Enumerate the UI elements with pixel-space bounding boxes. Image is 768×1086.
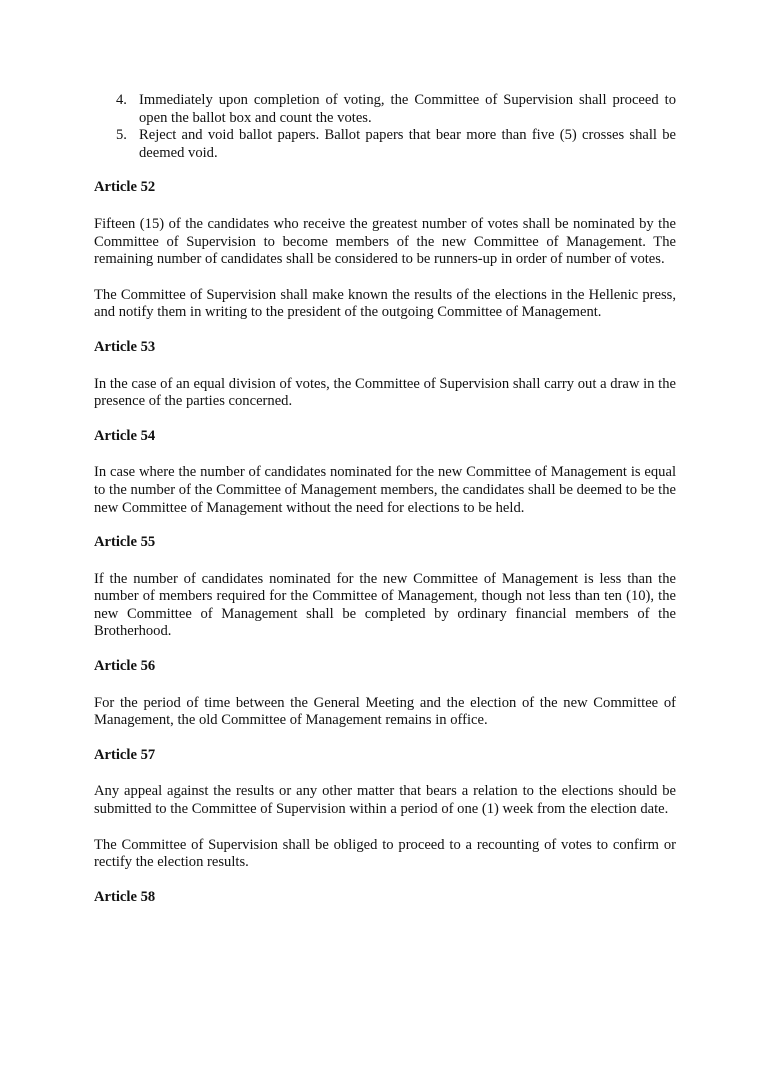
article-heading: Article 58 <box>94 888 156 905</box>
article-54 <box>94 428 676 517</box>
article-paragraph: In case where the number of candidates nominated for the new Committee of Management is equal to the number of the Committee of Management members, the candidates shall be deemed to be the new Committee of Management without the need for elections to be held. <box>94 464 676 516</box>
document-page <box>94 92 676 925</box>
article-paragraph: The Committee of Supervision shall make known the results of the elections in the Hellenic press, and notify them in writing to the president of the outgoing Committee of Management. <box>94 286 676 321</box>
list-item-number: 4. <box>116 92 127 108</box>
article-58 <box>94 889 676 907</box>
article-paragraph: Fifteen (15) of the candidates who receive the greatest number of votes shall be nominated by the Committee of Supervision to become members of the new Committee of Management. The remaining number of candidates shall be considered to be runners-up in order of number of votes. <box>94 215 676 268</box>
article-paragraph: If the number of candidates nominated for the new Committee of Management is less than the number of members required for the Committee of Management, though not less than ten (10), the new Committee of Management shall be completed by ordinary financial members of the Brotherhood. <box>94 570 676 640</box>
article-heading: Article 53 <box>94 338 156 355</box>
article-paragraph: For the period of time between the General Meeting and the election of the new Committee of Management, the old Committee of Management remains in office. <box>94 694 676 729</box>
article-53 <box>94 339 676 411</box>
numbered-list <box>94 92 676 162</box>
list-item <box>94 92 676 127</box>
article-57 <box>94 747 676 872</box>
list-item-text: Immediately upon completion of voting, the Committee of Supervision shall proceed to open the ballot box and count the votes. <box>139 92 676 126</box>
list-item-text: Reject and void ballot papers. Ballot papers that bear more than five (5) crosses shall be deemed void. <box>139 127 676 161</box>
list-item <box>94 127 676 162</box>
article-heading: Article 52 <box>94 179 156 196</box>
article-56 <box>94 658 676 730</box>
article-heading: Article 56 <box>94 658 156 675</box>
article-55 <box>94 534 676 641</box>
article-paragraph: In the case of an equal division of votes, the Committee of Supervision shall carry out a draw in the presence of the parties concerned. <box>94 375 676 410</box>
article-heading: Article 57 <box>94 746 156 763</box>
article-heading: Article 54 <box>94 427 156 444</box>
article-52 <box>94 179 676 322</box>
article-paragraph: Any appeal against the results or any other matter that bears a relation to the elections should be submitted to the Committee of Supervision within a period of one (1) week from the election date. <box>94 783 676 818</box>
article-heading: Article 55 <box>94 534 156 551</box>
list-item-number: 5. <box>116 127 127 144</box>
article-paragraph: The Committee of Supervision shall be obliged to proceed to a recounting of votes to confirm or rectify the election results. <box>94 836 676 871</box>
